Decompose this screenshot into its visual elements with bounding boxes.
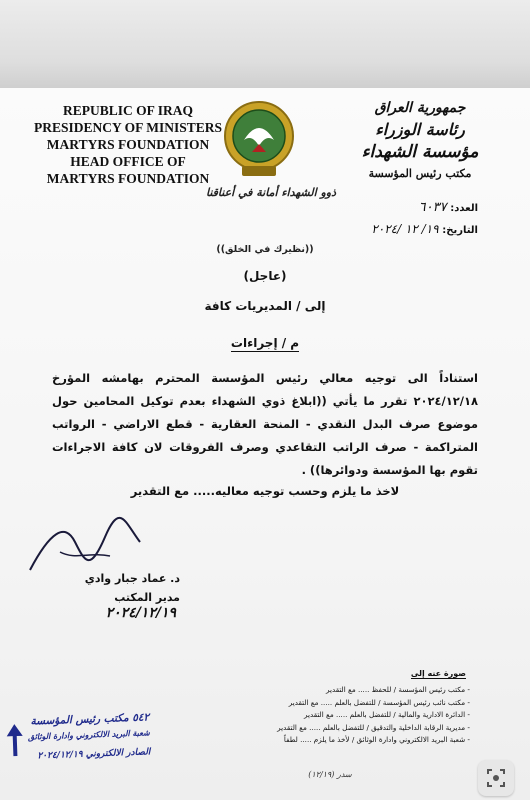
foundation-logo [222, 96, 296, 186]
stamp-line-1: ٥٤٢ مكتب رئيس المؤسسة [30, 711, 150, 728]
copies-list [230, 684, 470, 747]
copy-item: - شعبة البريد الالكتروني وادارة الوثائق / لأخذ ما يلزم ..... لطفاً [230, 734, 470, 747]
reference-number [419, 200, 478, 215]
en-line-2: PRESIDENCY OF MINISTERS [33, 120, 223, 135]
arabic-header [340, 97, 500, 185]
en-line-3: MARTYRS FOUNDATION [46, 137, 210, 152]
photo-background [0, 0, 530, 88]
signature-date: ٢٠٢٤/١٢/١٩ [105, 605, 176, 621]
en-line-1: REPUBLIC OF IRAQ [62, 103, 193, 118]
office-stamp [0, 711, 151, 774]
header-quote: ((نظيرك في الخلق)) [216, 244, 314, 255]
scan-icon [478, 760, 514, 796]
ar-line-4: مكتب رئيس المؤسسة [368, 167, 472, 180]
ar-line-2: رئاسة الوزراء [375, 120, 465, 139]
document-date [371, 222, 478, 236]
number-label: العدد: [450, 203, 478, 214]
closing-line: لاخذ ما يلزم وحسب توجيه معاليه..... مع التقدير [130, 484, 400, 498]
signatory-title: مدير المكتب [114, 591, 180, 604]
lens-scan-button[interactable] [478, 760, 514, 796]
signatory-name: د. عماد جبار وادي [84, 572, 180, 585]
signatory-block [60, 569, 180, 607]
english-header [28, 102, 228, 187]
number-value: ٦٠٣٧ [418, 200, 447, 215]
ar-line-1: جمهورية العراق [374, 100, 466, 116]
en-line-5: MARTYRS FOUNDATION [46, 171, 210, 186]
date-value: ١٩/ ١٢ /٢٠٢٤ [371, 222, 439, 236]
copy-item: - مكتب رئيس المؤسسة / للحفظ ..... مع التقدير [230, 684, 470, 697]
urgent-label: (عاجل) [243, 269, 287, 283]
subject-line [0, 336, 530, 350]
stamp-line-3: الصادر الالكتروني ٢٠٢٤/١٢/١٩ [37, 747, 151, 762]
footer-code: (١٢/١٩) سدر [308, 770, 352, 779]
recipient-line: إلى / المديريات كافة [204, 299, 326, 313]
ar-line-3: مؤسسة الشهداء [361, 142, 479, 162]
copies-title: صورة عنه إلى [410, 669, 466, 678]
copy-item: - الدائرة الادارية والمالية / للتفضل بالعلم ..... مع التقدير [230, 709, 470, 722]
stamp-line-2: شعبة البريد الالكتروني وادارة الوثائق [27, 727, 150, 742]
en-line-4: HEAD OFFICE OF [70, 154, 186, 169]
date-label: التاريخ: [442, 225, 478, 236]
copy-item: - مديرية الرقابة الداخلية والتدقيق / للتفضل بالعلم ..... مع التقدير [230, 722, 470, 735]
body-paragraph: استناداً الى توجيه معالي رئيس المؤسسة المحترم بهامشه المؤرخ ٢٠٢٤/١٢/١٨ تقرر ما يأتي ((ابلاغ ذوي الشهداء بعدم توكيل المحامين حول موضوع صرف البدل النقدي - المنحة العقارية - قطع الاراضي - الرواتب المتراكمة - صرف الراتب التقاعدي وصرف الفروقات لان كافة الاجراءات تقوم بها المؤسسة ودوائرها)) . [52, 371, 478, 477]
foundation-motto: ذوو الشهداء أمانة في أعناقنا [205, 186, 337, 199]
subject-text: م / إجراءات [230, 336, 300, 350]
copy-item: - مكتب نائب رئيس المؤسسة / للتفضل بالعلم ..... مع التقدير [230, 697, 470, 710]
